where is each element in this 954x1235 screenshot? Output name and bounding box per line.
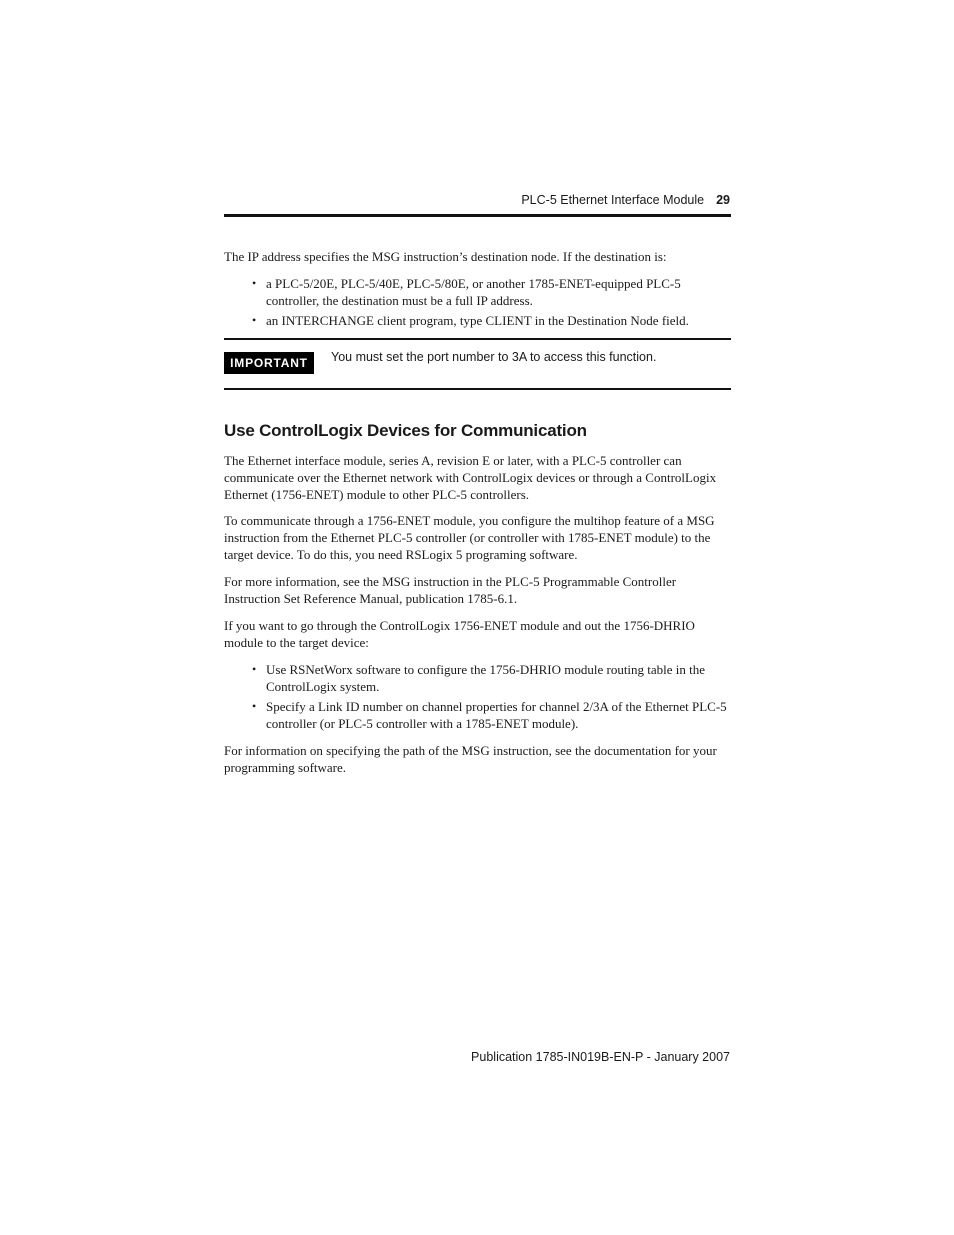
section-bullet-list [224, 661, 731, 732]
bullet-icon: • [252, 662, 257, 676]
section-closing-paragraph: For information on specifying the path of the MSG instruction, see the documentation for your programming software. [224, 743, 717, 775]
bullet-icon: • [252, 699, 257, 713]
section-paragraph-1: The Ethernet interface module, series A, revision E or later, with a PLC-5 controller can communicate over the Ethernet network with ControlLogix devices or through a ControlLogix Ethernet (1756-ENET) module to other PLC-5 controllers. [224, 453, 717, 502]
important-callout [224, 338, 731, 390]
running-title: PLC-5 Ethernet Interface Module [521, 193, 705, 207]
section-bullets-block [224, 661, 731, 732]
list-item: • an INTERCHANGE client program, type CLIENT in the Destination Node field. [252, 313, 689, 328]
bullet-icon: • [252, 276, 257, 290]
list-item: • a PLC-5/20E, PLC-5/40E, PLC-5/80E, or another 1785-ENET-equipped PLC-5 controller, the destination must be a full IP address. [252, 276, 681, 308]
list-item: • Use RSNetWorx software to configure the 1756-DHRIO module routing table in the ControlLogix system. [252, 662, 706, 694]
intro-paragraph: The IP address specifies the MSG instruction’s destination node. If the destination is: [224, 249, 667, 264]
running-header [224, 192, 730, 208]
section-paragraph-4: If you want to go through the ControlLogix 1756-ENET module and out the 1756-DHRIO module to the target device: [224, 618, 695, 650]
intro-bullets-block [224, 275, 731, 329]
important-label: IMPORTANT [224, 352, 314, 374]
bullet-icon: • [252, 313, 257, 327]
publication-footer: Publication 1785-IN019B-EN-P - January 2007 [471, 1050, 730, 1064]
section-heading: Use ControlLogix Devices for Communication [224, 421, 587, 440]
page-number: 29 [716, 193, 730, 207]
intro-bullet-list [224, 275, 731, 329]
list-item: • Specify a Link ID number on channel properties for channel 2/3A of the Ethernet PLC-5 controller (or PLC-5 controller with a 1785-ENET module). [252, 699, 727, 731]
important-text: You must set the port number to 3A to access this function. [331, 350, 657, 364]
section-paragraph-2: To communicate through a 1756-ENET module, you configure the multihop feature of a MSG instruction from the Ethernet PLC-5 controller (or controller with 1785-ENET module) to the target device. To do this, you need RSLogix 5 programing software. [224, 513, 715, 562]
section-paragraph-3: For more information, see the MSG instruction in the PLC-5 Programmable Controller Instruction Set Reference Manual, publication 1785-6.1. [224, 574, 677, 606]
header-rule [224, 214, 731, 217]
intro-block [224, 248, 731, 265]
